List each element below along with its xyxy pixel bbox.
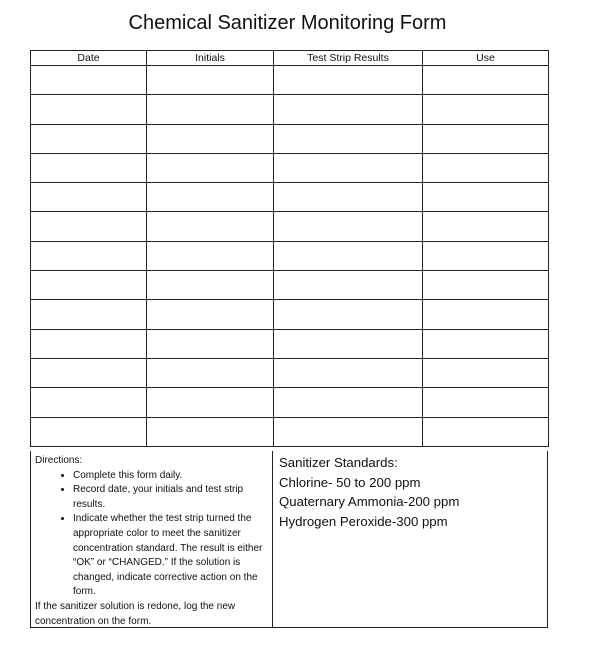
table-row — [31, 124, 549, 153]
test-strip-results-cell[interactable] — [274, 212, 423, 241]
date-cell[interactable] — [31, 300, 147, 329]
initials-cell[interactable] — [147, 66, 274, 95]
use-cell[interactable] — [423, 153, 549, 182]
use-cell[interactable] — [423, 329, 549, 358]
header-use: Use — [423, 51, 549, 66]
use-cell[interactable] — [423, 388, 549, 417]
use-cell[interactable] — [423, 66, 549, 95]
header-test-strip-results: Test Strip Results — [274, 51, 423, 66]
directions-heading: Directions: — [35, 455, 83, 466]
table-row — [31, 95, 549, 124]
table-row — [31, 300, 549, 329]
table-row — [31, 153, 549, 182]
table-row — [31, 417, 549, 446]
test-strip-results-cell[interactable] — [274, 241, 423, 270]
table-row — [31, 212, 549, 241]
initials-cell[interactable] — [147, 417, 274, 446]
directions-list — [35, 469, 268, 600]
initials-cell[interactable] — [147, 183, 274, 212]
table-row — [31, 241, 549, 270]
test-strip-results-cell[interactable] — [274, 95, 423, 124]
test-strip-results-cell[interactable] — [274, 329, 423, 358]
directions-item: • Record date, your initials and test strip results. — [73, 483, 268, 512]
test-strip-results-cell[interactable] — [274, 153, 423, 182]
table-row — [31, 358, 549, 387]
standards-heading: Sanitizer Standards: — [279, 455, 398, 470]
header-initials: Initials — [147, 51, 274, 66]
test-strip-results-cell[interactable] — [274, 300, 423, 329]
monitoring-log-table — [30, 50, 549, 447]
test-strip-results-cell[interactable] — [274, 183, 423, 212]
standard-chlorine: Chlorine- 50 to 200 ppm — [279, 474, 421, 490]
table-row — [31, 271, 549, 300]
date-cell[interactable] — [31, 183, 147, 212]
directions-footer: If the sanitizer solution is redone, log the new concentration on the form. — [35, 600, 236, 627]
use-cell[interactable] — [423, 271, 549, 300]
form-title: Chemical Sanitizer Monitoring Form — [128, 12, 447, 34]
standard-hydrogen-peroxide: Hydrogen Peroxide-300 ppm — [279, 513, 448, 529]
initials-cell[interactable] — [147, 153, 274, 182]
use-cell[interactable] — [423, 300, 549, 329]
sanitizer-standards-panel — [273, 451, 547, 627]
initials-cell[interactable] — [147, 300, 274, 329]
use-cell[interactable] — [423, 212, 549, 241]
table-row — [31, 329, 549, 358]
instructions-section — [30, 451, 548, 628]
date-cell[interactable] — [31, 66, 147, 95]
table-row — [31, 66, 549, 95]
use-cell[interactable] — [423, 95, 549, 124]
table-row — [31, 183, 549, 212]
use-cell[interactable] — [423, 241, 549, 270]
date-cell[interactable] — [31, 95, 147, 124]
directions-item: • Indicate whether the test strip turned the appropriate color to meet the sanitizer concentration standard. The result is either “OK” or “CHANGED.” If the solution is changed, indicate corrective action on the form. — [73, 512, 268, 600]
date-cell[interactable] — [31, 388, 147, 417]
use-cell[interactable] — [423, 124, 549, 153]
initials-cell[interactable] — [147, 271, 274, 300]
initials-cell[interactable] — [147, 124, 274, 153]
table-row — [31, 388, 549, 417]
use-cell[interactable] — [423, 358, 549, 387]
date-cell[interactable] — [31, 329, 147, 358]
table-header-row — [31, 51, 549, 66]
initials-cell[interactable] — [147, 212, 274, 241]
date-cell[interactable] — [31, 124, 147, 153]
directions-item: • Complete this form daily. — [73, 469, 268, 484]
table-body — [31, 66, 549, 447]
test-strip-results-cell[interactable] — [274, 66, 423, 95]
test-strip-results-cell[interactable] — [274, 124, 423, 153]
directions-panel — [31, 451, 273, 627]
header-date: Date — [31, 51, 147, 66]
initials-cell[interactable] — [147, 358, 274, 387]
test-strip-results-cell[interactable] — [274, 358, 423, 387]
initials-cell[interactable] — [147, 388, 274, 417]
initials-cell[interactable] — [147, 241, 274, 270]
date-cell[interactable] — [31, 212, 147, 241]
test-strip-results-cell[interactable] — [274, 417, 423, 446]
date-cell[interactable] — [31, 153, 147, 182]
test-strip-results-cell[interactable] — [274, 388, 423, 417]
use-cell[interactable] — [423, 183, 549, 212]
test-strip-results-cell[interactable] — [274, 271, 423, 300]
initials-cell[interactable] — [147, 329, 274, 358]
date-cell[interactable] — [31, 271, 147, 300]
date-cell[interactable] — [31, 358, 147, 387]
date-cell[interactable] — [31, 241, 147, 270]
use-cell[interactable] — [423, 417, 549, 446]
initials-cell[interactable] — [147, 95, 274, 124]
date-cell[interactable] — [31, 417, 147, 446]
standard-quaternary-ammonia: Quaternary Ammonia-200 ppm — [279, 494, 460, 509]
